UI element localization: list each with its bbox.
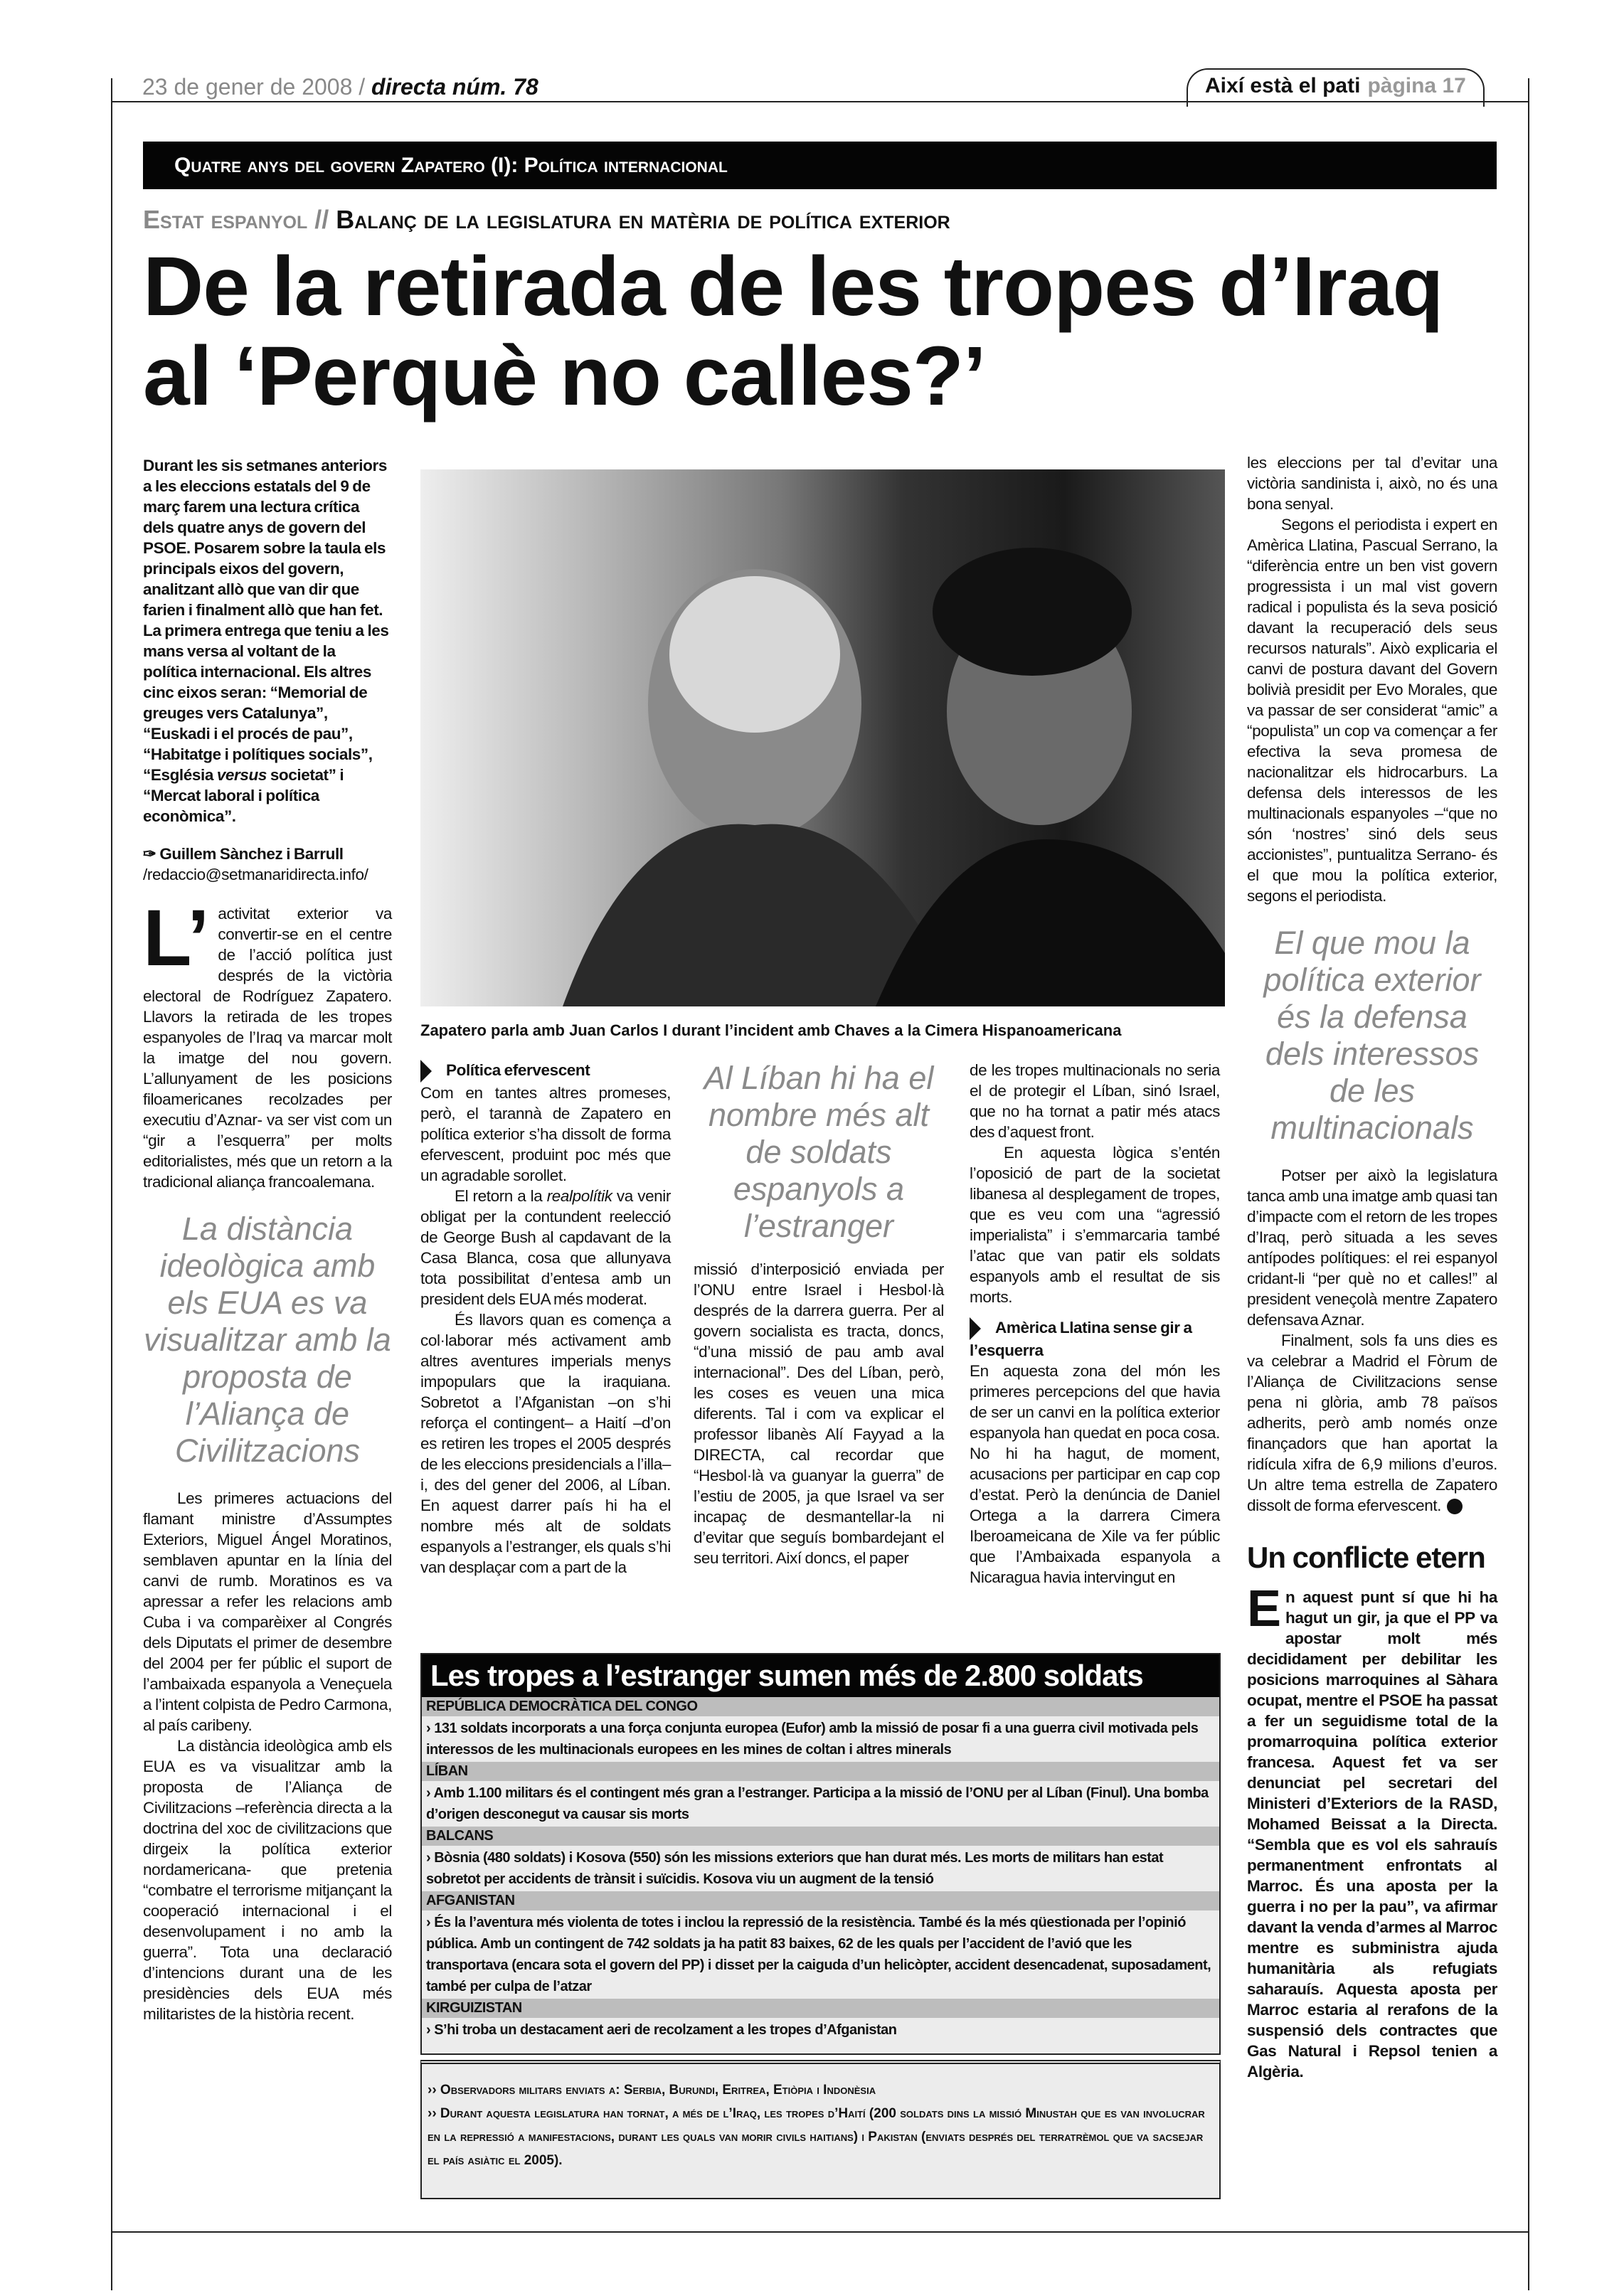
country-text: › Bòsnia (480 soldats) i Kosova (550) són les missions exteriors que han durat més. Les morts de militars han estat sobretot per accidents de trànsit i suïcidis. Kosova viu un augment de la tensió [422, 1846, 1219, 1891]
paragraph: missió d’interposició enviada per l’ONU entre Israel i Hesbol·là després de la darrera guerra. Per al govern socialista es tracta, doncs, “d’una missió de pau amb aval internacional”. Des del Líban, però, les coses es veuen una mica diferents. Tal i com va explicar el professor libanès Alí Fayyad a la DIRECTA, cal recordar que “Hesbol·là va guanyar la guerra” de l’estiu de 2005, ja que Israel va ser incapaç de desmantellar-la ni d’evitar que seguís bombardejant el seu territori. Així doncs, el paper [694, 1260, 944, 1567]
troops-notes [420, 2060, 1221, 2199]
paragraph: Potser per això la legislatura tanca amb una imatge amb quasi tan d’impacte com el retorn de les tropes d’Iraq, però situada a les seves antípodes polítiques: el rei espanyol cridant-li “per què no et calles!” al president veneçolà mentre Zapatero defensava Aznar. [1247, 1166, 1497, 1329]
troops-row [422, 1891, 1219, 1999]
spacer [1247, 906, 1497, 925]
paragraph: En aquesta lògica s’entén l’oposició de part de la societat libanesa al desplegament de tropes, que es veu com una “agressió imperialista” i s’emmarcaria també l’atac que van patir els soldats espanyols amb el resultat de sis morts. [970, 1144, 1220, 1306]
intro-italic: versus [216, 766, 267, 784]
kicker [143, 205, 950, 235]
intro-text-end: societat” i “Mercat laboral i política econòmica”. [143, 766, 344, 825]
paragraph: les eleccions per tal d’evitar una victòria sandinista i, això, no és una bona senyal. [1247, 454, 1497, 513]
byline [143, 844, 392, 864]
author-name: Guillem Sànchez i Barrull [159, 845, 344, 863]
spacer [1247, 1516, 1497, 1540]
intro-text: Durant les sis setmanes anteriors a les eleccions estatals del 9 de març farem una lectura crítica dels quatre anys de govern del PSOE. Posarem sobre la taula els principals eixos del govern, analitzant allò que van dir que farien i finalment allò que han fet. La primera entrega que teniu a les mans versa al voltant de la política internacional. Els altres cinc eixos seran: “Memorial de greuges vers Catalunya”, “Euskadi i el procés de pau”, “Habitatge i polítiques socials”, “Església [143, 457, 389, 784]
dropcap: E [1247, 1580, 1282, 1637]
triangle-bullet-icon [970, 1317, 981, 1340]
note: ›› Observadors militars enviats a: Serbia, Burundi, Eritrea, Etiòpia i Indonèsia [428, 2083, 876, 2098]
pull-quote: El que mou la política exterior és la defensa dels interessos de les multinacionals [1263, 925, 1481, 1146]
pull-quote: La distància ideològica amb els EUA es va visualitzar amb la proposta de l’Aliança de Civilitzacions [144, 1211, 391, 1469]
subhead [970, 1317, 1220, 1361]
troops-row [422, 1697, 1219, 1762]
kicker-separator: // [314, 205, 329, 234]
paragraph [420, 1186, 671, 1309]
paragraph-text: El retorn a la [455, 1187, 547, 1206]
intro-standfirst [143, 455, 392, 885]
kicker-place: Estat espanyol [143, 205, 308, 234]
paragraph: Les primeres actuacions del flamant ministre d’Assumptes Exteriors, Miguel Ángel Moratinos, semblaven apuntar en la línia del canvi de rumb. Moratinos es va apressar a refer les relacions amb Cuba i va comparèixer al Congrés dels Diputats el primer de desembre del 2004 per fer públic el suport de l’ambaixada espanyola a Veneçuela a l’intent colpista de Pedro Carmona, al país caribeny. [143, 1489, 392, 1734]
troops-row [422, 1999, 1219, 2053]
column-3 [694, 1060, 944, 1568]
page-frame-left [111, 78, 112, 2290]
section-tab [1187, 68, 1485, 107]
country-header: AFGANISTAN [422, 1891, 1219, 1910]
date-text: 23 de gener de 2008 / [142, 74, 366, 100]
spacer [694, 1245, 944, 1259]
troops-box [420, 1653, 1221, 2055]
headline: De la retirada de les tropes d’Iraq al ‘Perquè no calles?’ [143, 240, 1443, 423]
section-name: Així està el pati [1205, 74, 1361, 97]
country-text: › S’hi troba un destacament aeri de recolzament a les tropes d’Afganistan [422, 2018, 1219, 2053]
footer-rule [111, 2231, 1528, 2233]
triangle-bullet-icon [420, 1060, 432, 1083]
kicker-topic: Balanç de la legislatura en matèria de política exterior [336, 205, 950, 234]
paragraph: de les tropes multinacionals no seria el de protegir el Líban, sinó Israel, que no ha tornat a patir més atacs des d’aquest front. [970, 1061, 1220, 1141]
series-bar: Quatre anys del govern Zapatero (I): Política internacional [143, 142, 1497, 189]
pen-icon: ✑ [143, 845, 156, 863]
sidebar-title: Un conflicte etern [1247, 1541, 1485, 1574]
author-email[interactable]: /redaccio@setmanaridirecta.info/ [143, 866, 368, 883]
paragraph-text: va venir obligat per la contundent reelecció de George Bush al capdavant de la Casa Blanca, cosa que allunyava tota possibilitat d’entesa amb un president dels EUA més moderat. [420, 1187, 671, 1309]
directa-logo-icon [1447, 1499, 1463, 1514]
paragraph: Com en tantes altres promeses, però, el tarannà de Zapatero en política exterior s’ha dissolt de forma efervescent, produint poc més que un agradable sorollet. [420, 1084, 671, 1185]
spacer [143, 1469, 392, 1488]
paragraph-text: Finalment, sols fa uns dies es va celebrar a Madrid el Fòrum de l’Aliança de Civilitzacions sense pena ni glòria, amb 78 països adherits, però amb només onze finançadors que han aportat la ridícula xifra de 6,9 milions d’euros. Un altre tema estrella de Zapatero dissolt de forma efervescent. [1247, 1332, 1497, 1514]
column-2 [420, 1060, 671, 1578]
paragraph: La distància ideològica amb els EUA es va visualitzar amb la proposta de l’Aliança de Civilitzacions –referència directa a la doctrina del xoc de civilitzacions que dirgeix la política exterior nordamericana- que pretenia “combatre el terrorisme mitjançant la cooperació internacional i el desenvolupament i no amb la guerra”. Tota una declaració d’intencions durant una de les presidències dels EUA més militaristes de la història recent. [143, 1737, 392, 2023]
sidebar-text [1247, 1580, 1497, 2082]
photo-caption: Zapatero parla amb Juan Carlos I durant l’incident amb Chaves a la Cimera Hispanoamericana [420, 1021, 1122, 1039]
country-header: KIRGUIZISTAN [422, 1999, 1219, 2018]
paragraph: Segons el periodista i expert en Amèrica Llatina, Pascual Serrano, la “diferència entre un ben vist govern progressista i un mal vist govern radical i populista és la seva posició davant la recuperació dels seus recursos naturals”. Això explicaria el canvi de postura davant del Govern bolivià presidit per Evo Morales, que va passar de ser considerat “amic” a “populista” un cop va començar a fer efectiva la seva promesa de nacionalitzar els hidrocarburs. La defensa dels interessos de les multinacionals espanyoles –“que no són ‘nostres’ sinó dels seus accionistes”, puntualitza Serrano- és el que mou la política exterior, segons el periodista. [1247, 516, 1497, 905]
spacer [1247, 1575, 1497, 1587]
country-text: › 131 soldats incorporats a una força conjunta europea (Eufor) amb la missió de posar fi a una guerra civil motivada pels interessos de les multinacionals europees en les mines de coltan i altres minerals [422, 1716, 1219, 1762]
news-photo [420, 469, 1225, 1006]
spacer [143, 1192, 392, 1211]
country-header: LÍBAN [422, 1762, 1219, 1781]
country-text: › Amb 1.100 militars és el contingent més gran a l’estranger. Participa a la missió de l’ONU per al Líban (Finul). Una bomba d’origen desconegut va causar sis morts [422, 1781, 1219, 1827]
subhead-text: Amèrica Llatina sense gir a l’esquerra [970, 1319, 1192, 1360]
column-5 [1247, 452, 1497, 2082]
column-1 [143, 455, 392, 2024]
publication-name: directa núm. 78 [371, 74, 538, 100]
troops-row [422, 1827, 1219, 1891]
dropcap: L’ [143, 893, 210, 982]
troops-box-title: Les tropes a l’estranger sumen més de 2.800 soldats [422, 1654, 1219, 1697]
country-text: › És la l’aventura més violenta de totes i inclou la repressió de la resistència. També és la més qüestionada per l’opinió pública. Amb un contingent de 742 soldats ja ha patit 83 baixes, 62 de les quals per l’accident de l’avió que les transportava (encara sota el govern del PP) i disset per la caiguda d’un helicòpter, accident desencadenat, suposadament, també per culpa de l’atzar [422, 1910, 1219, 1999]
column-4 [970, 1060, 1220, 1588]
country-header: REPÚBLICA DEMOCRÀTICA DEL CONGO [422, 1697, 1219, 1716]
page-number: pàgina 17 [1367, 74, 1466, 97]
italic-term: realpolítik [546, 1187, 612, 1206]
photo-illustration [420, 469, 1225, 1006]
page-frame-right [1528, 78, 1529, 2290]
note: ›› Durant aquesta legislatura han tornat, a més de l’Iraq, les tropes d’Haití (200 soldats dins la missió Minustah que es van involucrar en la repressió a manifestacions, durant les quals van morir civils haitians) i Pakistan (enviats després del terratrèmol que va sacsejar el país asiàtic el 2005). [428, 2106, 1205, 2168]
troops-row [422, 1762, 1219, 1827]
issue-date [142, 74, 538, 100]
subhead-text: Política efervescent [446, 1061, 590, 1079]
paragraph [1247, 1330, 1497, 1516]
paragraph: En aquesta zona del món les primeres percepcions del que havia de ser un canvi en la política exterior espanyola han quedat en poca cosa. No hi ha hagut, de moment, acusacions per participar en cap cop d’estat. Però la denúncia de Daniel Ortega a la darrera Cimera Iberoameicana de Xile va fer públic que l’Ambaixada espanyola a Nicaragua havia intervingut en [970, 1362, 1220, 1587]
subhead [420, 1060, 671, 1083]
paragraph: activitat exterior va convertir-se en el centre de l’acció política just després de la victòria electoral de Rodríguez Zapatero. Llavors la retirada de les tropes espanyoles de l’Iraq va marcar molt la imatge del nou govern. L’allunyament de les posicions filoamericanes recolzades per executiu d’Aznar- va ser vist com un “gir a l’esquerra” per molts editorialistes, més que un retorn a la tradicional aliança francoalemana. [143, 905, 392, 1191]
spacer [1247, 1147, 1497, 1165]
pull-quote: Al Líban hi ha el nombre més alt de soldats espanyols a l’estranger [704, 1060, 934, 1244]
country-header: BALCANS [422, 1827, 1219, 1846]
paragraph: n aquest punt sí que hi ha hagut un gir, ja que el PP va apostar molt més decididament per debilitar les posicions marroquines al Sàhara ocupat, mentre el PSOE ha passat a fer un seguidisme total de la promarroquina política exterior francesa. Aquest fet va ser denunciat pel secretari del Ministeri d’Exteriors de la RASD, Mohamed Beissat a la Directa. “Sembla que es vol els sahrauís permanentment enfrontats al Marroc. És una aposta per la guerra i no per la pau”, va afirmar davant la venda d’armes al Marroc mentre es subministra ajuda humanitària als refugiats saharauís. Aquesta aposta per Marroc estaria al rerafons de la suspensió dels contractes que Gas Natural i Repsol tenien a Algèria. [1247, 1588, 1497, 2080]
paragraph: És llavors quan es comença a col·laborar més activament amb altres aventures imperials menys impopulars que la iraquiana. Sobretot a l’Afganistan –on s’hi reforça el contingent– a Haití –d’on es retiren les tropes el 2005 després de les eleccions presidencials a l’illa– i, des del gener del 2006, al Líban. En aquest darrer país hi ha el nombre més alt de soldats espanyols a l’estranger, els quals s’hi van desplaçar com a part de la [420, 1311, 671, 1577]
